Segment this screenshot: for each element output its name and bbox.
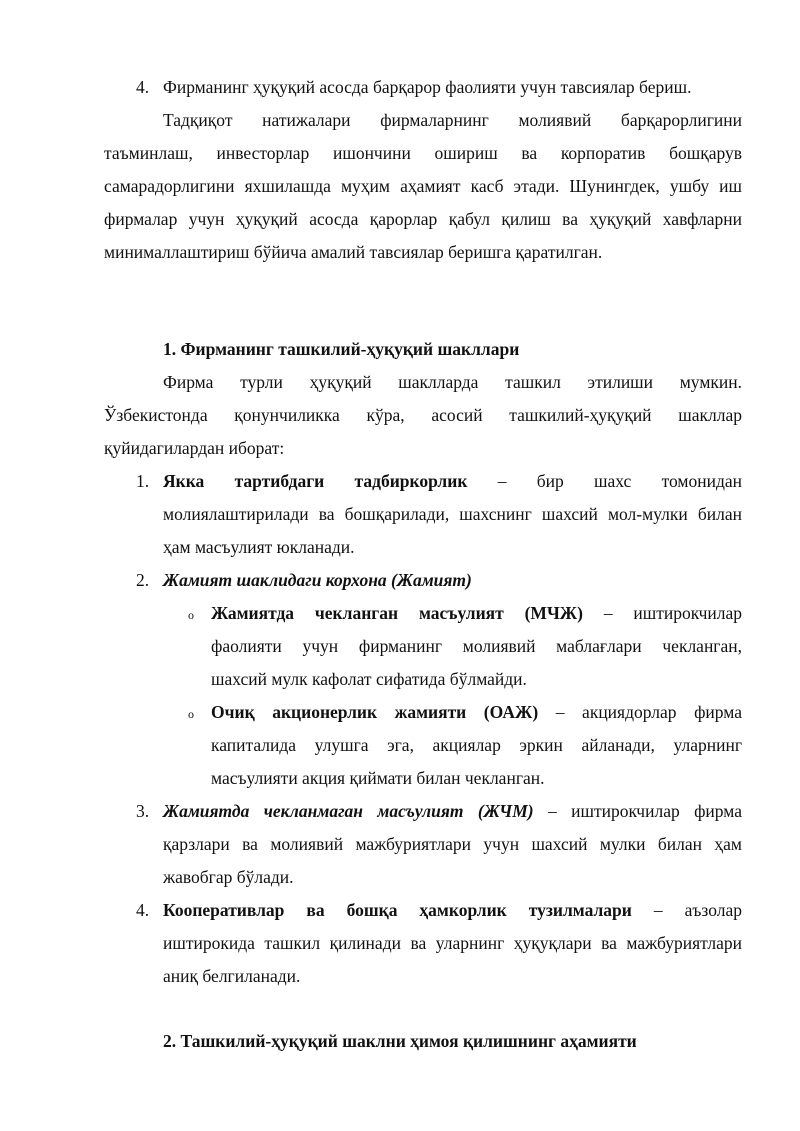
list-item-first-line bbox=[163, 795, 742, 827]
list-number: 3. bbox=[136, 801, 150, 821]
sub-item-title: Жамиятда чекланган масъулият (МЧЖ) bbox=[211, 603, 583, 623]
sub-item-text: – иштирокчилар bbox=[603, 603, 743, 623]
sub-item-line: масъулияти акция қиймати билан чекланган. bbox=[211, 768, 545, 788]
sub-item-line: фаолияти учун фирманинг молиявий маблағлари чекланган, bbox=[211, 636, 742, 656]
paragraph-line: Фирма турли ҳуқуқий шаклларда ташкил этилиши мумкин. bbox=[163, 372, 742, 392]
list-number: 4. bbox=[136, 77, 150, 97]
section-heading: 1. Фирманинг ташкилий-ҳуқуқий шакллари bbox=[163, 339, 520, 359]
sub-item-first-line bbox=[211, 696, 742, 728]
list-number: 1. bbox=[136, 471, 150, 491]
list-item-line: ҳам масъулият юкланади. bbox=[163, 537, 355, 557]
list-number: 2. bbox=[136, 570, 150, 590]
list-item-line: иштирокида ташкил қилинади ва уларнинг ҳуқуқлари ва мажбуриятлари bbox=[163, 933, 742, 953]
sub-item-first-line bbox=[211, 597, 742, 629]
list-item-title: Якка тартибдаги тадбиркорлик bbox=[163, 471, 468, 491]
paragraph-line: қуйидагилардан иборат: bbox=[104, 438, 285, 458]
list-item-line: молиялаштирилади ва бошқарилади, шахснинг шахсий мол-мулки билан bbox=[163, 504, 742, 524]
paragraph-line: таъминлаш, инвесторлар ишончини ошириш ва корпоратив бошқарув bbox=[104, 143, 742, 163]
list-item-text: Фирманинг ҳуқуқий асосда барқарор фаолияти учун тавсиялар бериш. bbox=[163, 77, 692, 97]
bullet-icon: o bbox=[188, 608, 194, 622]
paragraph-line: фирмалар учун ҳуқуқий асосда қарорлар қабул қилиш ва ҳуқуқий хавфларни bbox=[104, 209, 742, 229]
list-item-first-line bbox=[163, 894, 742, 926]
list-item-line: жавобгар бўлади. bbox=[163, 867, 294, 887]
list-number: 4. bbox=[136, 900, 150, 920]
list-item-title: Жамият шаклидаги корхона (Жамият) bbox=[163, 570, 472, 590]
paragraph-line: Тадқиқот натижалари фирмаларнинг молиявий барқарорлигини bbox=[163, 110, 742, 130]
sub-item-text: – акциядорлар фирма bbox=[555, 702, 742, 722]
list-item-title: Жамиятда чекланмаган масъулият (ЖЧМ) bbox=[163, 801, 534, 821]
paragraph-line: минималлаштириш бўйича амалий тавсиялар беришга қаратилган. bbox=[104, 242, 603, 262]
paragraph-line: Ўзбекистонда қонунчиликка кўра, асосий ташкилий-ҳуқуқий шакллар bbox=[104, 405, 742, 425]
list-item-title: Кооперативлар ва бошқа ҳамкорлик тузилмалари bbox=[163, 900, 632, 920]
list-item-line: қарзлари ва молиявий мажбуриятлари учун шахсий мулки билан ҳам bbox=[163, 834, 742, 854]
list-item-text: – иштирокчилар фирма bbox=[548, 801, 742, 821]
sub-item-line: шахсий мулк кафолат сифатида бўлмайди. bbox=[211, 669, 527, 689]
list-item-first-line bbox=[163, 465, 742, 497]
list-item-text: – бир шахс томонидан bbox=[497, 471, 743, 491]
section-heading: 2. Ташкилий-ҳуқуқий шаклни ҳимоя қилишнинг аҳамияти bbox=[163, 1031, 637, 1051]
list-item-line: аниқ белгиланади. bbox=[163, 966, 301, 986]
sub-item-title: Очиқ акционерлик жамияти (ОАЖ) bbox=[211, 702, 539, 722]
bullet-icon: o bbox=[188, 707, 194, 721]
paragraph-line: самарадорлигини яхшилашда муҳим аҳамият касб этади. Шунингдек, ушбу иш bbox=[104, 176, 742, 196]
list-item-text: – аъзолар bbox=[653, 900, 743, 920]
sub-item-line: капиталида улушга эга, акциялар эркин айланади, уларнинг bbox=[211, 735, 742, 755]
